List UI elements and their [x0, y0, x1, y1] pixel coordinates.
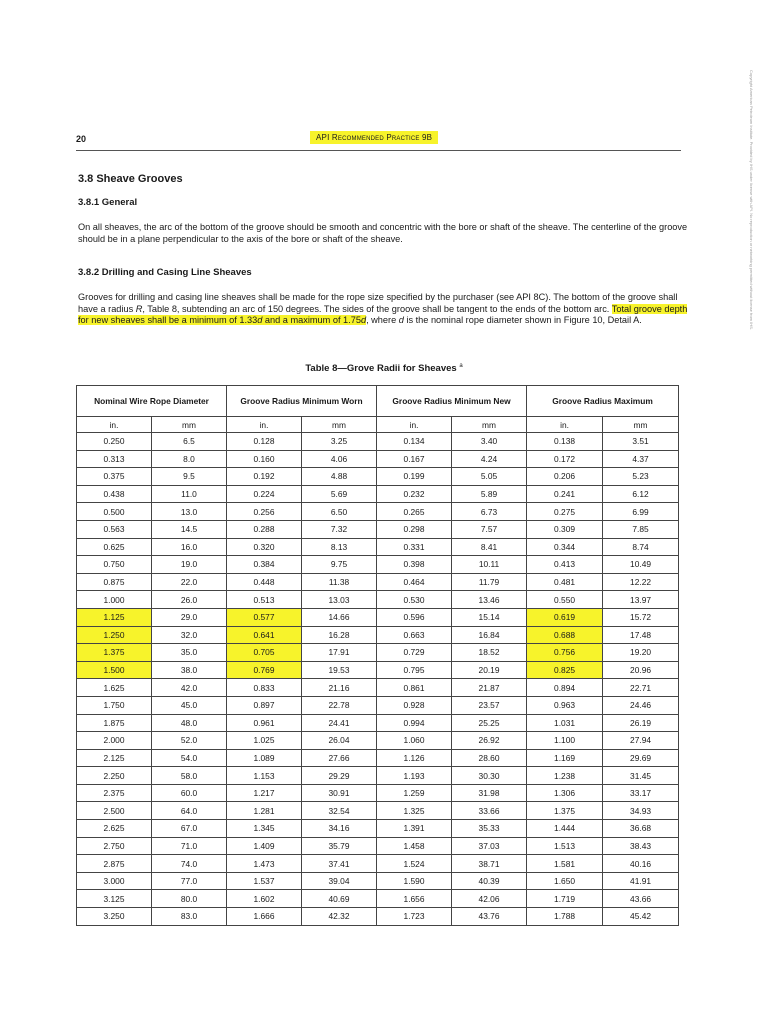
table-cell: 0.928 [377, 696, 452, 714]
table-cell: 0.961 [227, 714, 302, 732]
table-cell: 1.581 [527, 855, 603, 873]
table-cell: 0.232 [377, 485, 452, 503]
table-cell: 26.0 [152, 591, 227, 609]
table-cell: 0.344 [527, 538, 603, 556]
table-cell: 3.000 [77, 872, 152, 890]
table-cell: 6.5 [152, 433, 227, 451]
table-cell: 0.500 [77, 503, 152, 521]
table-cell: 0.530 [377, 591, 452, 609]
table-cell: 6.73 [452, 503, 527, 521]
table-cell: 14.66 [302, 608, 377, 626]
table-cell: 15.14 [452, 608, 527, 626]
table-cell: 1.409 [227, 837, 302, 855]
table-cell: 17.91 [302, 644, 377, 662]
table-cell: 2.000 [77, 732, 152, 750]
table-cell: 27.66 [302, 749, 377, 767]
table-cell: 1.126 [377, 749, 452, 767]
table-cell: 0.705 [227, 644, 302, 662]
table-cell: 0.438 [77, 485, 152, 503]
table-cell: 40.16 [603, 855, 679, 873]
table-cell: 0.172 [527, 450, 603, 468]
table-cell: 16.0 [152, 538, 227, 556]
table-cell: 0.833 [227, 679, 302, 697]
drilling-text-2: , Table 8, subtending an arc of 150 degrees. The sides of the groove shall be tangent to the ends of the bottom arc. [142, 303, 612, 314]
table-cell: 13.03 [302, 591, 377, 609]
unit-header: in. [527, 417, 603, 433]
table-cell: 43.76 [452, 908, 527, 926]
table-cell: 0.375 [77, 468, 152, 486]
table-row [77, 661, 679, 679]
table-cell: 34.16 [302, 820, 377, 838]
table-cell: 0.224 [227, 485, 302, 503]
table-cell: 0.313 [77, 450, 152, 468]
table-title: Table 8—Grove Radii for Sheaves $^a$ [305, 363, 463, 375]
table-cell: 0.448 [227, 573, 302, 591]
groove-radii-table [76, 385, 679, 926]
table-cell: 45.42 [603, 908, 679, 926]
table-cell: 0.134 [377, 433, 452, 451]
table-row [77, 556, 679, 574]
drilling-text-3: , where [366, 315, 399, 326]
table-cell: 64.0 [152, 802, 227, 820]
table-cell: 13.46 [452, 591, 527, 609]
table-cell: 6.12 [603, 485, 679, 503]
table-row [77, 503, 679, 521]
table-cell: 54.0 [152, 749, 227, 767]
table-row [77, 890, 679, 908]
radius-symbol: R [135, 303, 143, 314]
header-min-worn: Groove Radius Minimum Worn [227, 386, 377, 417]
table-cell: 0.619 [527, 608, 603, 626]
table-cell: 25.25 [452, 714, 527, 732]
table-cell: 4.24 [452, 450, 527, 468]
table-cell: 42.0 [152, 679, 227, 697]
table-cell: 18.52 [452, 644, 527, 662]
table-row [77, 732, 679, 750]
table-cell: 1.513 [527, 837, 603, 855]
table-cell: 0.128 [227, 433, 302, 451]
table-cell: 19.20 [603, 644, 679, 662]
table-cell: 35.33 [452, 820, 527, 838]
table-cell: 0.275 [527, 503, 603, 521]
table-cell: 0.563 [77, 520, 152, 538]
table-cell: 15.72 [603, 608, 679, 626]
table-cell: 0.625 [77, 538, 152, 556]
table-row [77, 837, 679, 855]
table-cell: 9.5 [152, 468, 227, 486]
table-cell: 1.375 [77, 644, 152, 662]
table-cell: 26.92 [452, 732, 527, 750]
diameter-symbol: d [398, 315, 404, 326]
table-cell: 9.75 [302, 556, 377, 574]
subsection-general-heading: 3.8.1 General [78, 197, 138, 208]
table-row [77, 433, 679, 451]
table-cell: 11.0 [152, 485, 227, 503]
table-cell: 83.0 [152, 908, 227, 926]
table-row [77, 696, 679, 714]
table-cell: 1.391 [377, 820, 452, 838]
table-cell: 42.32 [302, 908, 377, 926]
table-cell: 39.04 [302, 872, 377, 890]
table-cell: 4.37 [603, 450, 679, 468]
table-cell: 38.0 [152, 661, 227, 679]
table-cell: 0.513 [227, 591, 302, 609]
table-cell: 71.0 [152, 837, 227, 855]
table-row [77, 608, 679, 626]
table-row [77, 855, 679, 873]
table-cell: 23.57 [452, 696, 527, 714]
table-cell: 0.384 [227, 556, 302, 574]
table-row [77, 784, 679, 802]
table-row [77, 749, 679, 767]
table-cell: 8.13 [302, 538, 377, 556]
table-cell: 5.05 [452, 468, 527, 486]
table-cell: 22.71 [603, 679, 679, 697]
table-cell: 40.69 [302, 890, 377, 908]
table-cell: 1.089 [227, 749, 302, 767]
table-cell: 0.160 [227, 450, 302, 468]
table-cell: 0.963 [527, 696, 603, 714]
table-cell: 1.625 [77, 679, 152, 697]
table-cell: 1.153 [227, 767, 302, 785]
table-cell: 2.625 [77, 820, 152, 838]
table-row [77, 908, 679, 926]
table-cell: 1.281 [227, 802, 302, 820]
table-cell: 8.0 [152, 450, 227, 468]
subsection-drilling-heading: 3.8.2 Drilling and Casing Line Sheaves [78, 267, 252, 278]
unit-header: mm [603, 417, 679, 433]
table-cell: 0.413 [527, 556, 603, 574]
table-cell: 22.78 [302, 696, 377, 714]
table-cell: 0.688 [527, 626, 603, 644]
table-cell: 12.22 [603, 573, 679, 591]
table-cell: 1.345 [227, 820, 302, 838]
table-cell: 36.68 [603, 820, 679, 838]
table-cell: 37.41 [302, 855, 377, 873]
table-cell: 1.000 [77, 591, 152, 609]
table-cell: 20.19 [452, 661, 527, 679]
table-cell: 0.641 [227, 626, 302, 644]
unit-header: in. [377, 417, 452, 433]
table-cell: 52.0 [152, 732, 227, 750]
table-cell: 14.5 [152, 520, 227, 538]
table-cell: 24.46 [603, 696, 679, 714]
table-cell: 0.250 [77, 433, 152, 451]
table-cell: 3.40 [452, 433, 527, 451]
table-cell: 1.875 [77, 714, 152, 732]
table-cell: 0.825 [527, 661, 603, 679]
table-row [77, 802, 679, 820]
table-cell: 1.100 [527, 732, 603, 750]
table-cell: 16.28 [302, 626, 377, 644]
table-cell: 32.0 [152, 626, 227, 644]
table-cell: 1.524 [377, 855, 452, 873]
table-cell: 3.125 [77, 890, 152, 908]
table-cell: 48.0 [152, 714, 227, 732]
table-cell: 1.444 [527, 820, 603, 838]
table-row [77, 767, 679, 785]
table-cell: 7.85 [603, 520, 679, 538]
table-cell: 40.39 [452, 872, 527, 890]
table-cell: 1.217 [227, 784, 302, 802]
table-cell: 74.0 [152, 855, 227, 873]
table-cell: 22.0 [152, 573, 227, 591]
table-cell: 0.663 [377, 626, 452, 644]
table-cell: 1.193 [377, 767, 452, 785]
table-cell: 1.723 [377, 908, 452, 926]
table-cell: 34.93 [603, 802, 679, 820]
table-cell: 0.994 [377, 714, 452, 732]
side-stamp-text: Copyright American Petroleum Institute. Provided by IHS under license with API. No reproduction or networking permitted without license from IHS. [749, 70, 754, 330]
table-cell: 4.88 [302, 468, 377, 486]
table-cell: 8.41 [452, 538, 527, 556]
drilling-text-4: is the nominal rope diameter shown in Figure 10, Detail A. [403, 315, 642, 326]
table-cell: 29.0 [152, 608, 227, 626]
table-cell: 0.309 [527, 520, 603, 538]
table-cell: 0.464 [377, 573, 452, 591]
table-cell: 0.750 [77, 556, 152, 574]
table-cell: 1.025 [227, 732, 302, 750]
table-row [77, 450, 679, 468]
table-row [77, 644, 679, 662]
table-cell: 1.125 [77, 608, 152, 626]
table-cell: 33.66 [452, 802, 527, 820]
table-cell: 2.250 [77, 767, 152, 785]
table-cell: 17.48 [603, 626, 679, 644]
table-cell: 26.04 [302, 732, 377, 750]
table-title-footnote-mark: a [459, 363, 463, 369]
header-maximum: Groove Radius Maximum [527, 386, 679, 417]
header-nominal-diameter: Nominal Wire Rope Diameter [77, 386, 227, 417]
table-cell: 32.54 [302, 802, 377, 820]
table-row [77, 538, 679, 556]
table-cell: 1.500 [77, 661, 152, 679]
table-cell: 21.87 [452, 679, 527, 697]
table-cell: 6.50 [302, 503, 377, 521]
table-cell: 8.74 [603, 538, 679, 556]
section-heading: 3.8 Sheave Grooves [78, 173, 183, 185]
table-cell: 45.0 [152, 696, 227, 714]
table-cell: 13.0 [152, 503, 227, 521]
table-cell: 1.375 [527, 802, 603, 820]
table-cell: 1.537 [227, 872, 302, 890]
table-cell: 80.0 [152, 890, 227, 908]
table-cell: 10.11 [452, 556, 527, 574]
unit-header: in. [227, 417, 302, 433]
table-row [77, 679, 679, 697]
table-cell: 1.060 [377, 732, 452, 750]
table-cell: 0.265 [377, 503, 452, 521]
table-row [77, 591, 679, 609]
table-cell: 0.756 [527, 644, 603, 662]
table-cell: 0.894 [527, 679, 603, 697]
table-cell: 0.192 [227, 468, 302, 486]
table-cell: 0.729 [377, 644, 452, 662]
table-cell: 1.750 [77, 696, 152, 714]
table-cell: 26.19 [603, 714, 679, 732]
drilling-paragraph [78, 292, 688, 327]
table-cell: 13.97 [603, 591, 679, 609]
table-cell: 2.875 [77, 855, 152, 873]
table-cell: 0.331 [377, 538, 452, 556]
table-cell: 0.596 [377, 608, 452, 626]
table-cell: 0.199 [377, 468, 452, 486]
table-cell: 21.16 [302, 679, 377, 697]
side-copyright-stamp [734, 70, 764, 720]
table-cell: 27.94 [603, 732, 679, 750]
table-cell: 2.750 [77, 837, 152, 855]
table-cell: 0.481 [527, 573, 603, 591]
table-cell: 38.71 [452, 855, 527, 873]
table-cell: 0.861 [377, 679, 452, 697]
table-cell: 5.69 [302, 485, 377, 503]
table-cell: 3.250 [77, 908, 152, 926]
table-cell: 2.125 [77, 749, 152, 767]
table-cell: 1.656 [377, 890, 452, 908]
table-cell: 5.23 [603, 468, 679, 486]
table-cell: 1.306 [527, 784, 603, 802]
table-cell: 2.500 [77, 802, 152, 820]
table-cell: 29.69 [603, 749, 679, 767]
table-cell: 10.49 [603, 556, 679, 574]
table-cell: 1.590 [377, 872, 452, 890]
table-row [77, 573, 679, 591]
table-cell: 1.250 [77, 626, 152, 644]
running-header: API Recommended Practice 9B [310, 131, 438, 144]
table-cell: 0.138 [527, 433, 603, 451]
table-cell: 58.0 [152, 767, 227, 785]
table-cell: 5.89 [452, 485, 527, 503]
table-cell: 24.41 [302, 714, 377, 732]
table-cell: 1.473 [227, 855, 302, 873]
table-cell: 19.53 [302, 661, 377, 679]
unit-header: in. [77, 417, 152, 433]
drilling-text-1: Grooves for drilling and casing line sheaves shall be made for the rope size specified by the purchaser (see API 8C). The bottom of the groove shall have a radius [78, 292, 678, 314]
table-cell: 30.30 [452, 767, 527, 785]
table-cell: 1.788 [527, 908, 603, 926]
table-row [77, 626, 679, 644]
table-cell: 1.602 [227, 890, 302, 908]
unit-header: mm [302, 417, 377, 433]
table-cell: 0.256 [227, 503, 302, 521]
table-cell: 0.795 [377, 661, 452, 679]
table-cell: 1.719 [527, 890, 603, 908]
table-cell: 37.03 [452, 837, 527, 855]
table-cell: 20.96 [603, 661, 679, 679]
table-cell: 0.206 [527, 468, 603, 486]
table-cell: 1.169 [527, 749, 603, 767]
table-cell: 31.45 [603, 767, 679, 785]
table-cell: 1.458 [377, 837, 452, 855]
table-cell: 35.79 [302, 837, 377, 855]
table-cell: 1.259 [377, 784, 452, 802]
table-cell: 11.79 [452, 573, 527, 591]
table-cell: 1.666 [227, 908, 302, 926]
table-cell: 30.91 [302, 784, 377, 802]
header-min-new: Groove Radius Minimum New [377, 386, 527, 417]
table-cell: 0.288 [227, 520, 302, 538]
table-cell: 16.84 [452, 626, 527, 644]
table-row [77, 872, 679, 890]
table-cell: 4.06 [302, 450, 377, 468]
table-row [77, 468, 679, 486]
table-cell: 31.98 [452, 784, 527, 802]
table-cell: 77.0 [152, 872, 227, 890]
table-row [77, 820, 679, 838]
table-cell: 0.167 [377, 450, 452, 468]
table-row [77, 520, 679, 538]
table-cell: 7.57 [452, 520, 527, 538]
unit-header: mm [152, 417, 227, 433]
table-cell: 3.51 [603, 433, 679, 451]
page-number: 20 [76, 134, 87, 144]
table-cell: 2.375 [77, 784, 152, 802]
table-cell: 33.17 [603, 784, 679, 802]
table-cell: 0.577 [227, 608, 302, 626]
table-cell: 0.398 [377, 556, 452, 574]
unit-header: mm [452, 417, 527, 433]
general-paragraph: On all sheaves, the arc of the bottom of the groove should be smooth and concentric with the bore or shaft of the sheave. The centerline of the groove should be in a plane perpendicular to the axis of the bore or shaft of the sheave. [78, 222, 688, 244]
highlighted-depth-min: Total groove depth for new sheaves shall be a minimum of 1.33d and a maximum of 1.75d [78, 303, 688, 326]
table-cell: 0.298 [377, 520, 452, 538]
table-cell: 11.38 [302, 573, 377, 591]
table-cell: 60.0 [152, 784, 227, 802]
table-cell: 0.550 [527, 591, 603, 609]
table-cell: 19.0 [152, 556, 227, 574]
table-cell: 1.650 [527, 872, 603, 890]
table-row [77, 714, 679, 732]
table-cell: 29.29 [302, 767, 377, 785]
table-cell: 28.60 [452, 749, 527, 767]
table-cell: 67.0 [152, 820, 227, 838]
table-cell: 41.91 [603, 872, 679, 890]
header-rule [76, 150, 681, 151]
table-cell: 0.875 [77, 573, 152, 591]
table-cell: 1.238 [527, 767, 603, 785]
table-cell: 7.32 [302, 520, 377, 538]
table-cell: 0.241 [527, 485, 603, 503]
table-row [77, 485, 679, 503]
table-cell: 1.031 [527, 714, 603, 732]
table-cell: 3.25 [302, 433, 377, 451]
table-cell: 0.897 [227, 696, 302, 714]
table-cell: 38.43 [603, 837, 679, 855]
table-cell: 0.320 [227, 538, 302, 556]
table-cell: 1.325 [377, 802, 452, 820]
table-cell: 42.06 [452, 890, 527, 908]
table-cell: 35.0 [152, 644, 227, 662]
table-cell: 43.66 [603, 890, 679, 908]
table-cell: 6.99 [603, 503, 679, 521]
table-cell: 0.769 [227, 661, 302, 679]
